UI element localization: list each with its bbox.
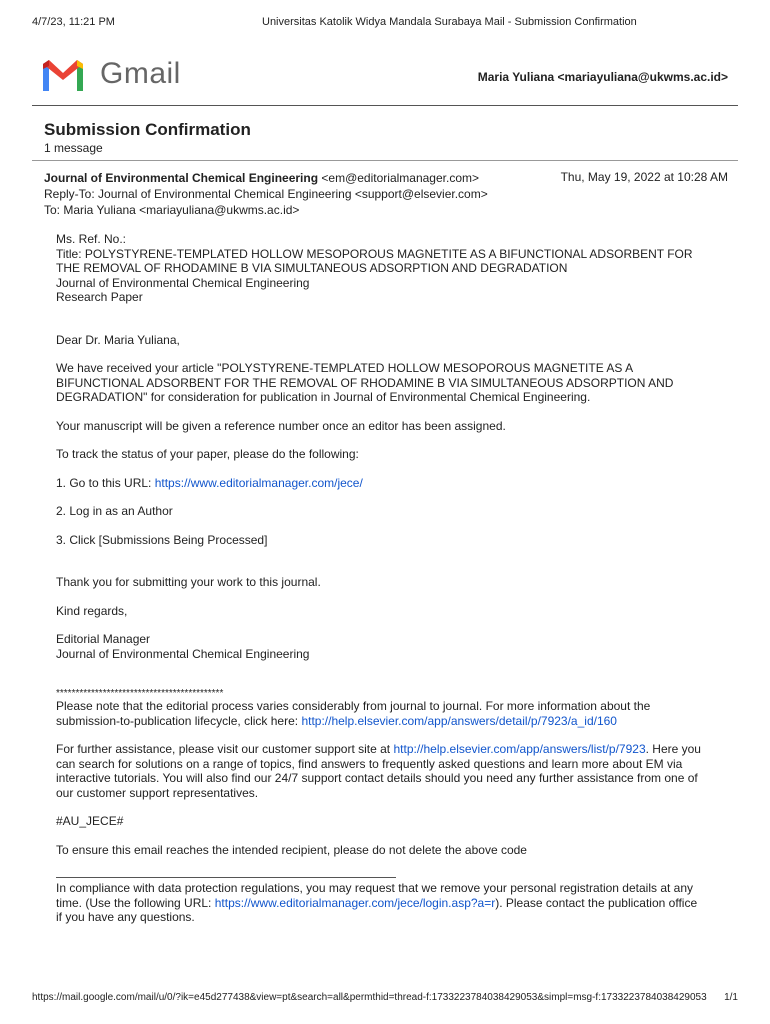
compliance-text: In compliance with data protection regulations, you may request that we remove your personal registration details at any [56, 881, 694, 895]
remove-registration-link[interactable]: https://www.editorialmanager.com/jece/login.asp?a=r [214, 895, 496, 910]
au-code: #AU_JECE# [56, 814, 124, 828]
editorial-manager-link[interactable]: https://www.editorialmanager.com/jece/ [154, 475, 363, 490]
sender-name: Journal of Environmental Chemical Engineering [44, 171, 319, 185]
support-text: can search for solutions on a range of topics, find answers to frequently asked questions and learn more about EM via [56, 756, 683, 771]
support-text: interactive tutorials. You will also find our 24/7 support contact details should you need any further assistance from one of [56, 771, 698, 785]
compliance-divider [56, 877, 396, 878]
received-text: DEGRADATION" for consideration for publication in Journal of Environmental Chemical Engineering. [56, 390, 591, 404]
sender-line [44, 170, 479, 186]
title-line: THE REMOVAL OF RHODAMINE B VIA SIMULTANEOUS ADSORPTION AND DEGRADATION [56, 261, 568, 275]
email-subject: Submission Confirmation [44, 120, 251, 139]
gmail-m-icon [40, 55, 86, 95]
received-text: We have received your article "POLYSTYRENE-TEMPLATED HOLLOW MESOPOROUS MAGNETITE AS A [56, 361, 634, 375]
support-text [56, 742, 726, 757]
email-body [56, 232, 726, 925]
step-1 [56, 476, 726, 491]
reply-to-line: Reply-To: Journal of Environmental Chemical Engineering <support@elsevier.com> [44, 187, 488, 201]
stars-separator: ******************************************* [56, 688, 224, 699]
process-text: Please note that the editorial process varies considerably from journal to journal. For more information about the [56, 699, 651, 713]
account-identity: Maria Yuliana <mariayuliana@ukwms.ac.id> [477, 70, 728, 84]
ref-number: Ms. Ref. No.: [56, 232, 127, 246]
received-text: BIFUNCTIONAL ADSORBENT FOR THE REMOVAL OF RHODAMINE B VIA SIMULTANEOUS ADSORPTION AND [56, 375, 674, 390]
subject-divider [32, 160, 738, 161]
step-3: 3. Click [Submissions Being Processed] [56, 532, 268, 547]
print-date: 4/7/23, 11:21 PM [32, 16, 115, 28]
process-text-pre: submission-to-publication lifecycle, click here: [56, 713, 302, 728]
support-site-link[interactable]: http://help.elsevier.com/app/answers/list/p/7923 [393, 742, 646, 756]
signature-line: Editorial Manager [56, 632, 151, 646]
header-divider [32, 105, 738, 106]
gmail-wordmark: Gmail [100, 57, 181, 90]
page-number: 1/1 [724, 992, 738, 1003]
sender-email: <em@editorialmanager.com> [318, 171, 479, 185]
signature-line: Journal of Environmental Chemical Engineering [56, 646, 310, 661]
process-text [56, 714, 726, 729]
compliance-text-post: ). Please contact the publication office [495, 895, 698, 910]
lifecycle-help-link[interactable]: http://help.elsevier.com/app/answers/detail/p/7923/a_id/160 [301, 713, 617, 728]
regards-text: Kind regards, [56, 603, 128, 618]
thanks-text: Thank you for submitting your work to this journal. [56, 575, 321, 589]
gmail-logo[interactable] [40, 55, 190, 95]
title-line: Title: POLYSTYRENE-TEMPLATED HOLLOW MESOPOROUS MAGNETITE AS A BIFUNCTIONAL ADSORBENT FOR [56, 246, 693, 261]
support-text: our customer support representatives. [56, 785, 259, 800]
compliance-text: if you have any questions. [56, 910, 195, 924]
compliance-text [56, 896, 726, 911]
recipient-line: To: Maria Yuliana <mariayuliana@ukwms.ac.id> [44, 203, 300, 217]
track-intro: To track the status of your paper, please do the following: [56, 447, 359, 461]
support-text-post: . Here you [645, 742, 701, 756]
code-note: To ensure this email reaches the intended recipient, please do not delete the above code [56, 842, 527, 857]
print-title: Universitas Katolik Widya Mandala Surabaya Mail - Submission Confirmation [262, 16, 637, 28]
journal-name: Journal of Environmental Chemical Engineering [56, 275, 310, 290]
footer-url: https://mail.google.com/mail/u/0/?ik=e45d277438&view=pt&search=all&permthid=thread-f:1733223784038429053&simpl=msg-f:1733223784038429053 [32, 992, 707, 1003]
step-2: 2. Log in as an Author [56, 504, 173, 518]
support-text-pre: For further assistance, please visit our customer support site at [56, 742, 394, 756]
message-count: 1 message [44, 141, 103, 155]
article-type: Research Paper [56, 290, 143, 304]
manuscript-note: Your manuscript will be given a reference number once an editor has been assigned. [56, 418, 506, 433]
compliance-text-pre: time. (Use the following URL: [56, 895, 215, 910]
step-1-label: 1. Go to this URL: [56, 475, 155, 490]
greeting: Dear Dr. Maria Yuliana, [56, 332, 180, 347]
message-date: Thu, May 19, 2022 at 10:28 AM [560, 170, 728, 184]
